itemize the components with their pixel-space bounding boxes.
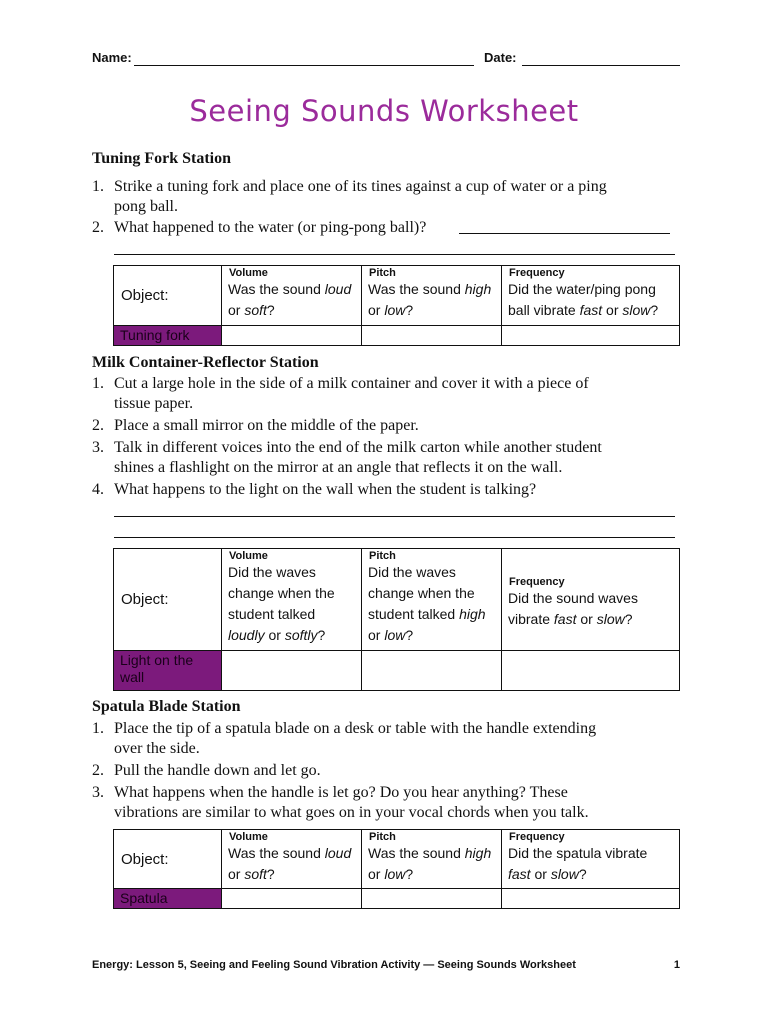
column-head-pitch: Pitch xyxy=(369,267,396,279)
volume-header-cell xyxy=(222,830,362,889)
section-heading-milk-container: Milk Container-Reflector Station xyxy=(92,354,319,371)
question-frequency: Did the water/ping pong ball vibrate fast or slow? xyxy=(508,281,659,318)
step-line: over the side. xyxy=(114,740,200,757)
object-label: Object: xyxy=(121,591,169,608)
step-line: shines a flashlight on the mirror at an angle that reflects it on the wall. xyxy=(114,459,563,476)
column-head-pitch: Pitch xyxy=(369,550,396,562)
step-line: What happened to the water (or ping-pong ball)? xyxy=(114,219,427,236)
step-line: What happens when the handle is let go? Do you hear anything? These xyxy=(114,784,568,801)
step-line: tissue paper. xyxy=(114,395,194,412)
footer-text: Energy: Lesson 5, Seeing and Feeling Sound Vibration Activity — Seeing Sounds Worksheet xyxy=(92,959,576,971)
object-label: Object: xyxy=(121,287,169,304)
answer-cell-pitch[interactable] xyxy=(362,651,502,691)
column-head-frequency: Frequency xyxy=(509,267,565,279)
step-number: 2. xyxy=(92,219,104,236)
pitch-header-cell xyxy=(362,266,502,326)
step-number: 2. xyxy=(92,762,104,779)
step-line: Strike a tuning fork and place one of its tines against a cup of water or a ping xyxy=(114,178,607,195)
question-frequency: Did the spatula vibrate fast or slow? xyxy=(508,845,648,882)
answer-cell-pitch[interactable] xyxy=(362,326,502,346)
column-head-volume: Volume xyxy=(229,267,268,279)
object-label: Object: xyxy=(121,850,169,868)
object-label-cell xyxy=(114,830,222,889)
object-name-cell xyxy=(114,651,222,691)
question-volume: Did the waves change when the student talked loudly or softly? xyxy=(228,564,335,643)
step-line: What happens to the light on the wall when the student is talking? xyxy=(114,481,537,498)
volume-header-cell xyxy=(222,266,362,326)
column-head-volume: Volume xyxy=(229,550,268,562)
answer-cell-volume[interactable] xyxy=(222,889,362,909)
step-line: Talk in different voices into the end of the milk carton while another student xyxy=(114,439,602,456)
footer xyxy=(92,959,680,971)
name-field[interactable] xyxy=(134,65,474,66)
question-pitch: Was the sound high or low? xyxy=(368,845,492,882)
volume-header-cell xyxy=(222,549,362,651)
frequency-header-cell xyxy=(502,830,680,889)
page-number: 1 xyxy=(673,959,680,971)
object-name-cell xyxy=(114,326,222,346)
step-3 xyxy=(92,438,692,478)
step-number: 2. xyxy=(92,417,104,434)
column-head-pitch: Pitch xyxy=(369,831,396,843)
column-head-frequency: Frequency xyxy=(509,831,565,843)
frequency-header-cell xyxy=(502,549,680,651)
question-pitch: Did the waves change when the student talked high or low? xyxy=(368,564,486,643)
object-name: Tuning fork xyxy=(120,327,190,343)
pitch-header-cell xyxy=(362,830,502,889)
step-number: 1. xyxy=(92,178,104,195)
step-2 xyxy=(92,416,692,436)
name-label: Name: xyxy=(92,50,132,65)
question-pitch: Was the sound high or low? xyxy=(368,281,492,318)
step-number: 3. xyxy=(92,439,104,456)
question-volume: Was the sound loud or soft? xyxy=(228,845,352,882)
question-volume: Was the sound loud or soft? xyxy=(228,281,352,318)
observation-table-tuning-fork xyxy=(113,265,680,346)
object-name: Light on the wall xyxy=(120,652,194,685)
step-line: Place a small mirror on the middle of the paper. xyxy=(114,417,419,434)
answer-line[interactable] xyxy=(459,233,670,234)
step-line: Pull the handle down and let go. xyxy=(114,762,321,779)
object-label-cell xyxy=(114,266,222,326)
page-title: Seeing Sounds Worksheet xyxy=(189,94,579,128)
question-frequency: Did the sound waves vibrate fast or slow? xyxy=(508,589,638,627)
answer-cell-volume[interactable] xyxy=(222,651,362,691)
column-head-volume: Volume xyxy=(229,831,268,843)
step-line: Cut a large hole in the side of a milk container and cover it with a piece of xyxy=(114,375,589,392)
answer-line[interactable] xyxy=(114,537,675,538)
step-1 xyxy=(92,719,692,759)
step-number: 4. xyxy=(92,481,104,498)
frequency-header-cell xyxy=(502,266,680,326)
step-line: pong ball. xyxy=(114,198,178,215)
step-3 xyxy=(92,783,692,823)
step-2 xyxy=(92,761,692,781)
step-line: Place the tip of a spatula blade on a desk or table with the handle extending xyxy=(114,720,597,737)
step-1 xyxy=(92,177,692,217)
answer-cell-pitch[interactable] xyxy=(362,889,502,909)
date-field[interactable] xyxy=(522,65,680,66)
section-heading-spatula: Spatula Blade Station xyxy=(92,698,241,715)
date-label: Date: xyxy=(484,50,517,65)
column-head-frequency: Frequency xyxy=(509,575,565,588)
answer-cell-frequency[interactable] xyxy=(502,651,680,691)
step-4 xyxy=(92,480,692,500)
object-label-cell xyxy=(114,549,222,651)
step-number: 3. xyxy=(92,784,104,801)
section-heading-tuning-fork: Tuning Fork Station xyxy=(92,150,232,167)
step-1 xyxy=(92,374,692,414)
step-number: 1. xyxy=(92,720,104,737)
step-line: vibrations are similar to what goes on in your vocal chords when you talk. xyxy=(114,804,589,821)
header xyxy=(92,50,680,70)
object-name: Spatula xyxy=(120,890,168,906)
step-number: 1. xyxy=(92,375,104,392)
object-name-cell xyxy=(114,889,222,909)
answer-cell-frequency[interactable] xyxy=(502,326,680,346)
answer-line[interactable] xyxy=(114,254,675,255)
observation-table-spatula xyxy=(113,829,680,909)
answer-cell-frequency[interactable] xyxy=(502,889,680,909)
pitch-header-cell xyxy=(362,549,502,651)
answer-line[interactable] xyxy=(114,516,675,517)
answer-cell-volume[interactable] xyxy=(222,326,362,346)
step-2 xyxy=(92,218,692,238)
observation-table-milk-container xyxy=(113,548,680,691)
